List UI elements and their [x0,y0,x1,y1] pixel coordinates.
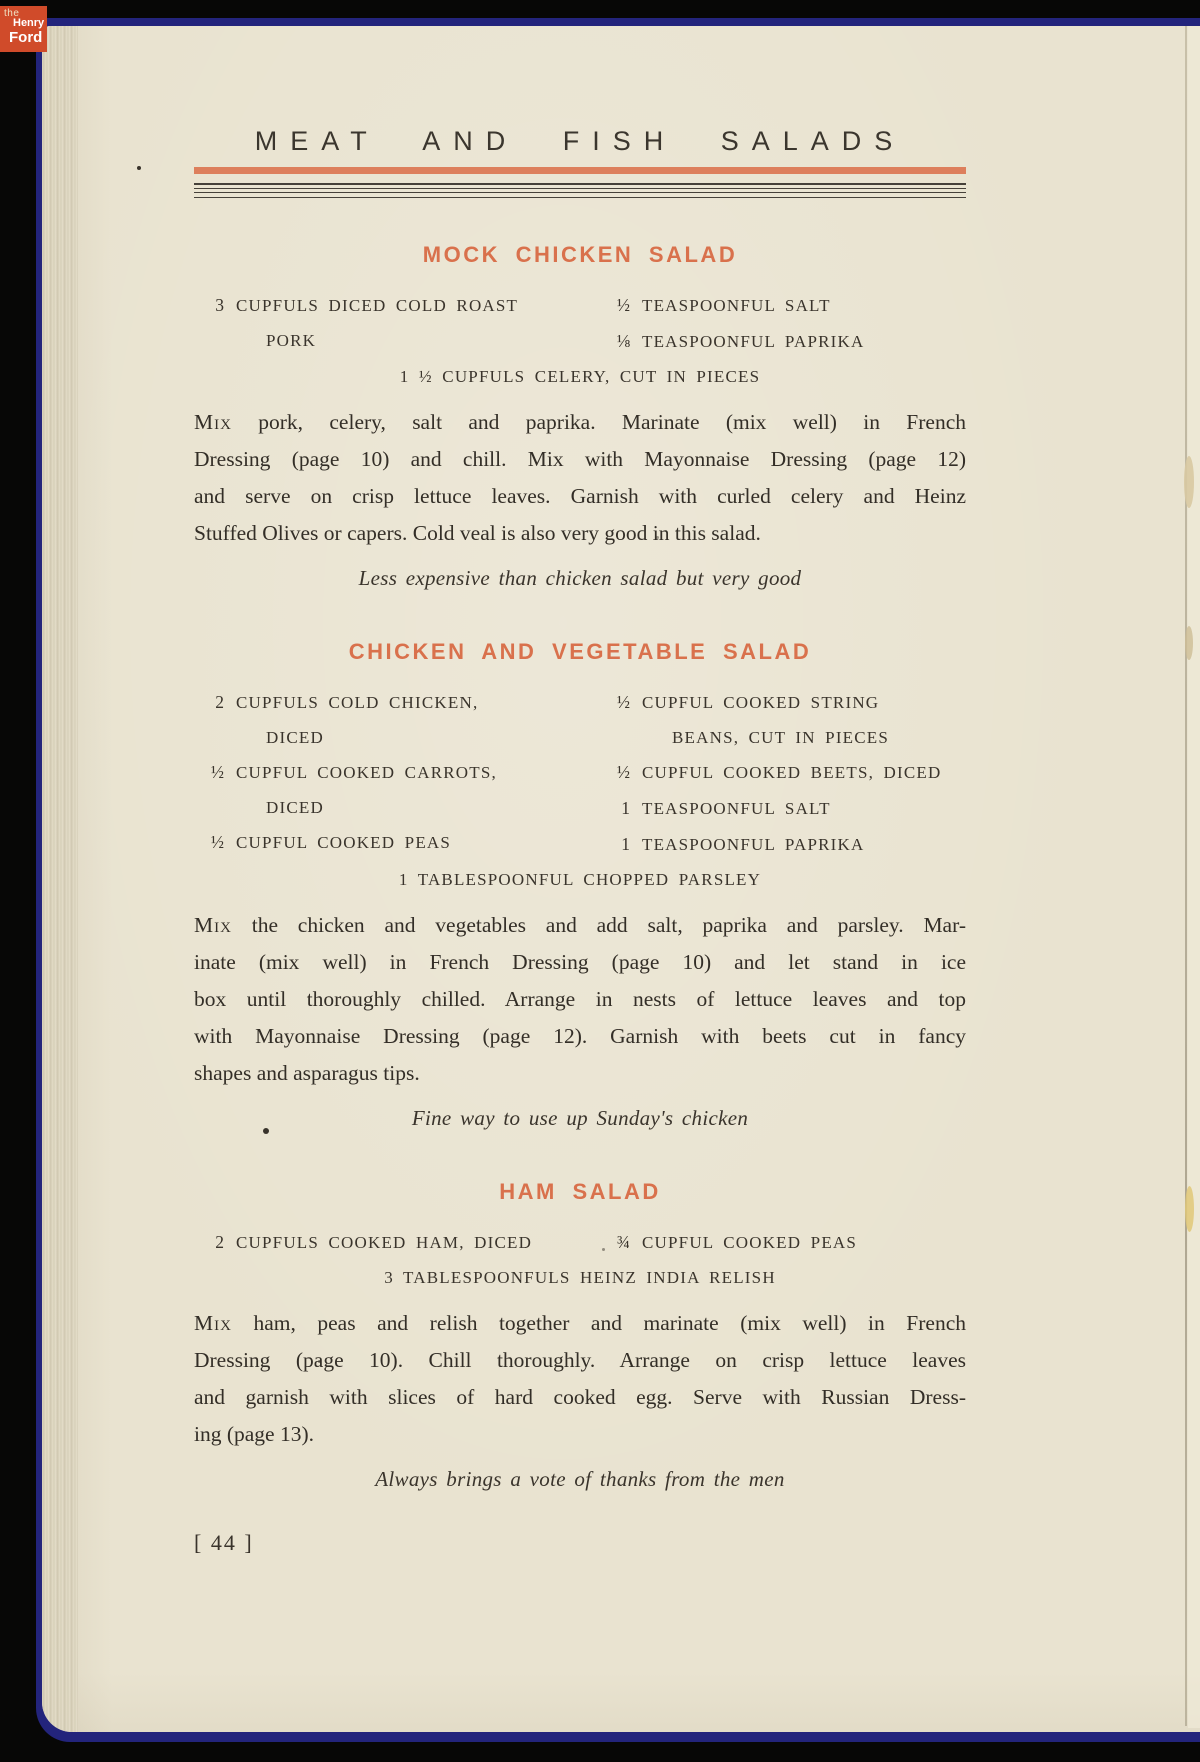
ingredient-text: TEASPOONFUL SALT [642,296,831,315]
ingredient-text: TEASPOONFUL PAPRIKA [642,332,865,351]
recipe-body-line: shapes and asparagus tips. [194,1061,420,1085]
ingredient-text: CUPFULS DICED COLD ROAST [236,296,519,315]
lead-word: Mix [194,410,232,434]
ingredient-column-left [194,685,600,863]
henry-ford-logo [0,6,47,52]
ingredient-quantity: ½ [210,832,224,852]
ingredient-text: TEASPOONFUL PAPRIKA [642,835,865,854]
page-content [194,26,966,1556]
ingredient-line [600,827,966,863]
recipe-section [194,639,966,1135]
ingredient-quantity: ¾ [616,1232,630,1252]
recipe-title: HAM SALAD [499,1179,661,1204]
hairline-rule [194,192,966,193]
recipe-note: Fine way to use up Sunday's chicken [411,1106,749,1130]
recipe-body [194,404,966,552]
recipe-note: Less expensive than chicken salad but very good [358,566,802,590]
recipe-body [194,907,966,1092]
ingredient-center-line: 3 TABLESPOONFULS HEINZ INDIA RELISH [384,1268,776,1287]
ingredient-text: CUPFUL COOKED PEAS [236,833,452,852]
ingredient-text: CUPFULS COOKED HAM, DICED [236,1233,533,1252]
logo-henry: Henry [13,17,45,29]
recipe-section [194,242,966,595]
ingredient-text: CUPFUL COOKED STRING [642,693,880,712]
ingredient-column-left [194,288,600,360]
page-stack-edges [42,26,78,1732]
ingredient-quantity: 2 [215,692,224,712]
recipe-body-line: Stuffed Olives or capers. Cold veal is also very good in this salad. [194,521,761,545]
lead-word: Mix [194,1311,232,1335]
ingredient-columns [194,685,966,863]
title-rule-hairlines [194,183,966,198]
ingredient-text: CUPFULS COLD CHICKEN, [236,693,479,712]
ingredient-text: CUPFUL COOKED CARROTS, [236,763,497,782]
ingredient-line [194,685,600,721]
ingredient-quantity: 2 [215,1232,224,1252]
scan-speck [137,166,141,170]
ingredient-text: CUPFUL COOKED BEETS, DICED [642,763,942,782]
ingredient-column-right [600,288,966,360]
recipes-container [194,242,966,1496]
paper-tear-mark [1185,1186,1194,1232]
ingredient-line [194,1225,600,1261]
page-number: [ 44 ] [194,1530,254,1555]
ingredient-quantity: ½ [616,692,630,712]
hairline-rule [194,197,966,198]
ingredient-center-line: 1 ½ CUPFULS CELERY, CUT IN PIECES [399,367,761,386]
ingredient-text: CUPFUL COOKED PEAS [642,1233,858,1252]
page-right-edge [1185,26,1187,1726]
ingredient-center-line: 1 TABLESPOONFUL CHOPPED PARSLEY [398,870,762,889]
ingredient-quantity: ½ [616,762,630,782]
logo-the: the [4,8,20,19]
recipe-body-line: and garnish with slices of hard cooked egg. Serve with Russian Dress- [194,1385,966,1409]
ingredient-line [600,685,966,721]
ingredient-line [600,288,966,324]
page-title: MEAT AND FISH SALADS [254,126,906,156]
recipe-body [194,1305,966,1453]
ingredient-columns [194,1225,966,1261]
recipe-body-line: Mix ham, peas and relish together and marinate (mix well) in French [194,1311,966,1335]
ingredient-columns [194,288,966,360]
ingredient-column-left [194,1225,600,1261]
ingredient-column-right [600,685,966,863]
hairline-rule [194,183,966,185]
ingredient-line [194,825,600,861]
recipe-body-line: inate (mix well) in French Dressing (page 10) and let stand in ice [194,950,966,974]
recipe-note: Always brings a vote of thanks from the men [375,1467,785,1491]
recipe-title: MOCK CHICKEN SALAD [422,242,738,267]
recipe-body-line: Mix the chicken and vegetables and add salt, paprika and parsley. Mar- [194,913,966,937]
hairline-rule [194,188,966,189]
ingredient-line [600,324,966,360]
paper-tear-mark [1185,626,1193,660]
recipe-body-line: ing (page 13). [194,1422,315,1446]
ingredient-continuation: DICED [266,798,324,817]
recipe-body-line: Dressing (page 10). Chill thoroughly. Arrange on crisp lettuce leaves [194,1348,966,1372]
recipe-body-line: box until thoroughly chilled. Arrange in nests of lettuce leaves and top [194,987,966,1011]
recipe-body-line: Dressing (page 10) and chill. Mix with Mayonnaise Dressing (page 12) [194,447,966,471]
ingredient-quantity: 1 [621,834,630,854]
ingredient-quantity: ⅛ [616,331,630,351]
recipe-section [194,1179,966,1496]
ingredient-line [600,791,966,827]
ingredient-quantity: ½ [616,295,630,315]
recipe-title: CHICKEN AND VEGETABLE SALAD [348,639,812,664]
lead-word: Mix [194,913,232,937]
ingredient-quantity: 1 [621,798,630,818]
paper-tear-mark [1184,456,1194,508]
book-page [42,26,1200,1732]
ingredient-continuation: BEANS, CUT IN PIECES [672,728,890,747]
ingredient-column-right [600,1225,966,1261]
recipe-body-line: with Mayonnaise Dressing (page 12). Garnish with beets cut in fancy [194,1024,966,1048]
ingredient-quantity: 3 [215,295,224,315]
ingredient-continuation: DICED [266,728,324,747]
ingredient-quantity: ½ [210,762,224,782]
recipe-body-line: and serve on crisp lettuce leaves. Garnish with curled celery and Heinz [194,484,966,508]
ingredient-line [194,755,600,791]
title-rule-orange [194,167,966,174]
ingredient-text: TEASPOONFUL SALT [642,799,831,818]
ingredient-continuation: PORK [266,331,317,350]
ingredient-line [600,755,966,791]
recipe-body-line: Mix pork, celery, salt and paprika. Marinate (mix well) in French [194,410,966,434]
ingredient-line [194,288,600,324]
logo-ford: Ford [9,29,43,46]
ingredient-line [600,1225,966,1261]
page-right-sliver [1188,26,1200,1728]
